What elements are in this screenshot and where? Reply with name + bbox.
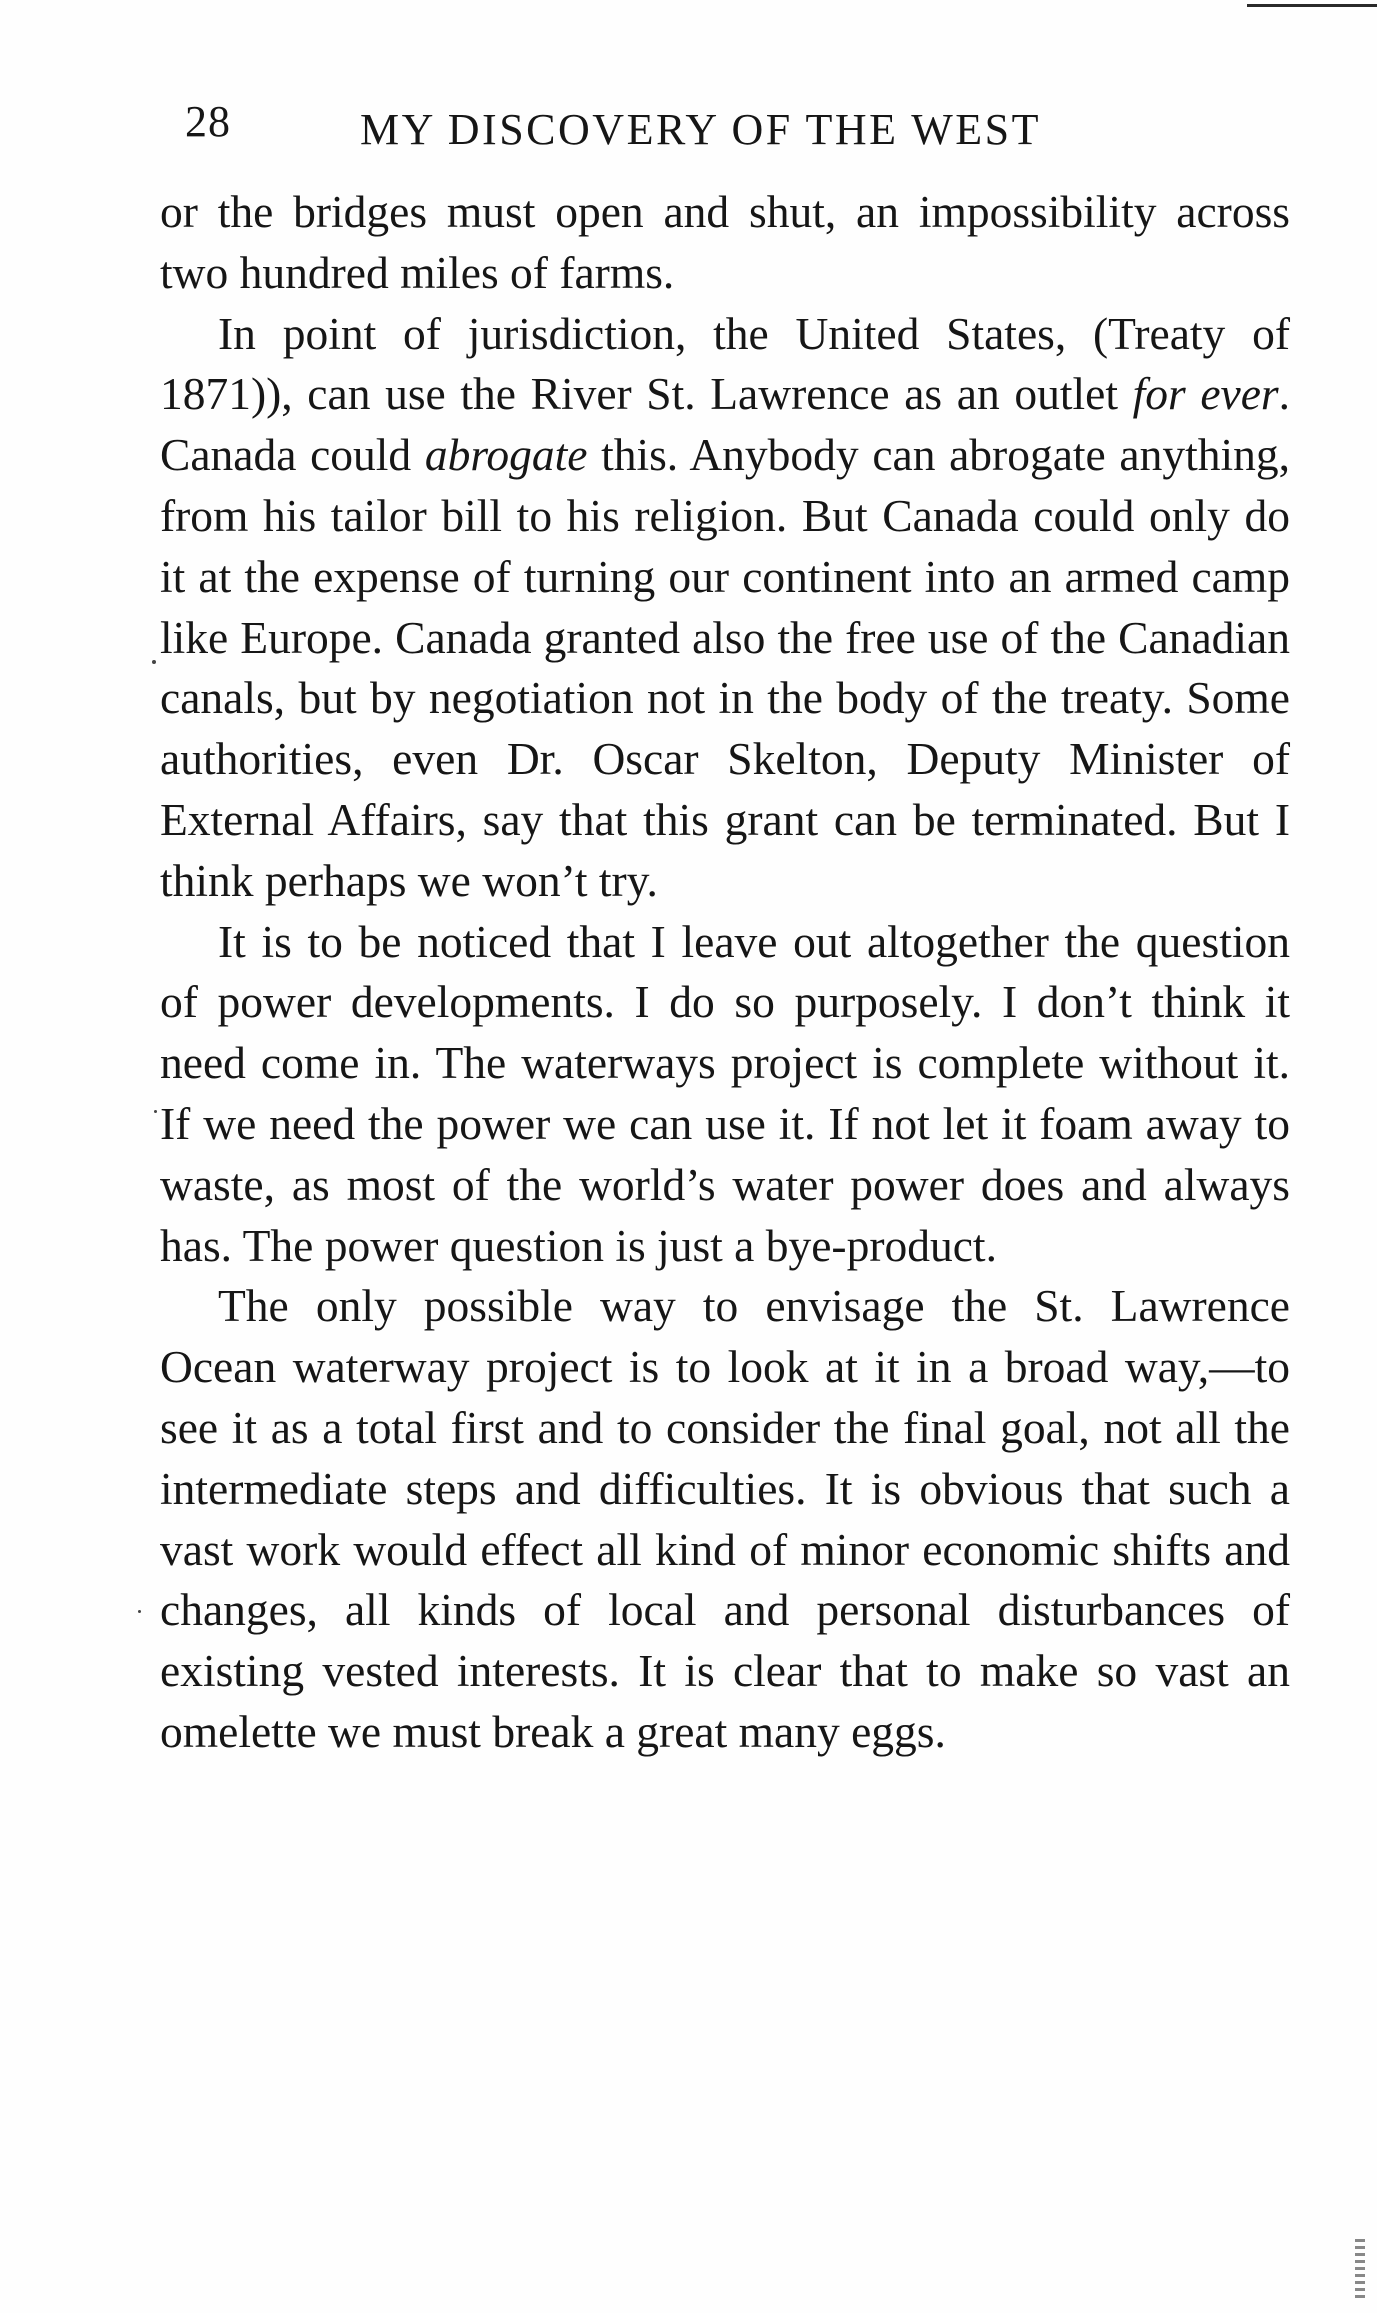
scan-edge-rule xyxy=(1247,4,1377,7)
scan-speck xyxy=(138,1610,141,1613)
paragraph-2-part-b: . Canada could xyxy=(160,368,1291,481)
paragraph-2-part-a: In point of jurisdiction, the United States, (Treaty of 1871)), can use the River St. Lawrence as an outlet xyxy=(160,307,1290,420)
body-text xyxy=(160,182,1290,1763)
italic-for-ever: for ever xyxy=(1132,368,1279,420)
scan-speck xyxy=(154,1110,157,1113)
page-number: 28 xyxy=(185,97,231,146)
paragraph-2-part-c: this. Anybody can abrogate anything, from his tailor bill to his religion. But Canada could only do it at the expense of turning our continent into an armed camp like Europe. Canada granted also the free use of the Canadian canals, but by negotiation not in the body of the treaty. Some authorities, even Dr. Oscar Skelton, Deputy Minister of External Affairs, say that this grant can be terminated. But I think perhaps we won’t try. xyxy=(160,429,1290,906)
paragraph-2 xyxy=(160,304,1290,912)
scan-edge-mark xyxy=(1355,2239,1365,2299)
paragraph-1: or the bridges must open and shut, an impossibility across two hundred miles of farms. xyxy=(160,186,1290,298)
running-title: MY DISCOVERY OF THE WEST xyxy=(360,105,1041,154)
paragraph-3: It is to be noticed that I leave out altogether the question of power developments. I do so purposely. I don’t think it need come in. The waterways project is complete without it. If we need the power we can use it. If not let it foam away to waste, as most of the world’s water power does and always has. The power question is just a bye-product. xyxy=(160,915,1290,1271)
paragraph-4: The only possible way to envisage the St. Lawrence Ocean waterway project is to look at it in a broad way,—to see it as a total first and to consider the final goal, not all the intermediate steps and difficulties. It is obvious that such a vast work would effect all kind of minor economic shifts and changes, all kinds of local and personal disturbances of existing vested interests. It is clear that to make so vast an omelette we must break a great many eggs. xyxy=(160,1280,1290,1757)
scan-speck xyxy=(152,660,156,664)
italic-abrogate: abrogate xyxy=(424,429,588,481)
running-header xyxy=(185,96,1285,156)
